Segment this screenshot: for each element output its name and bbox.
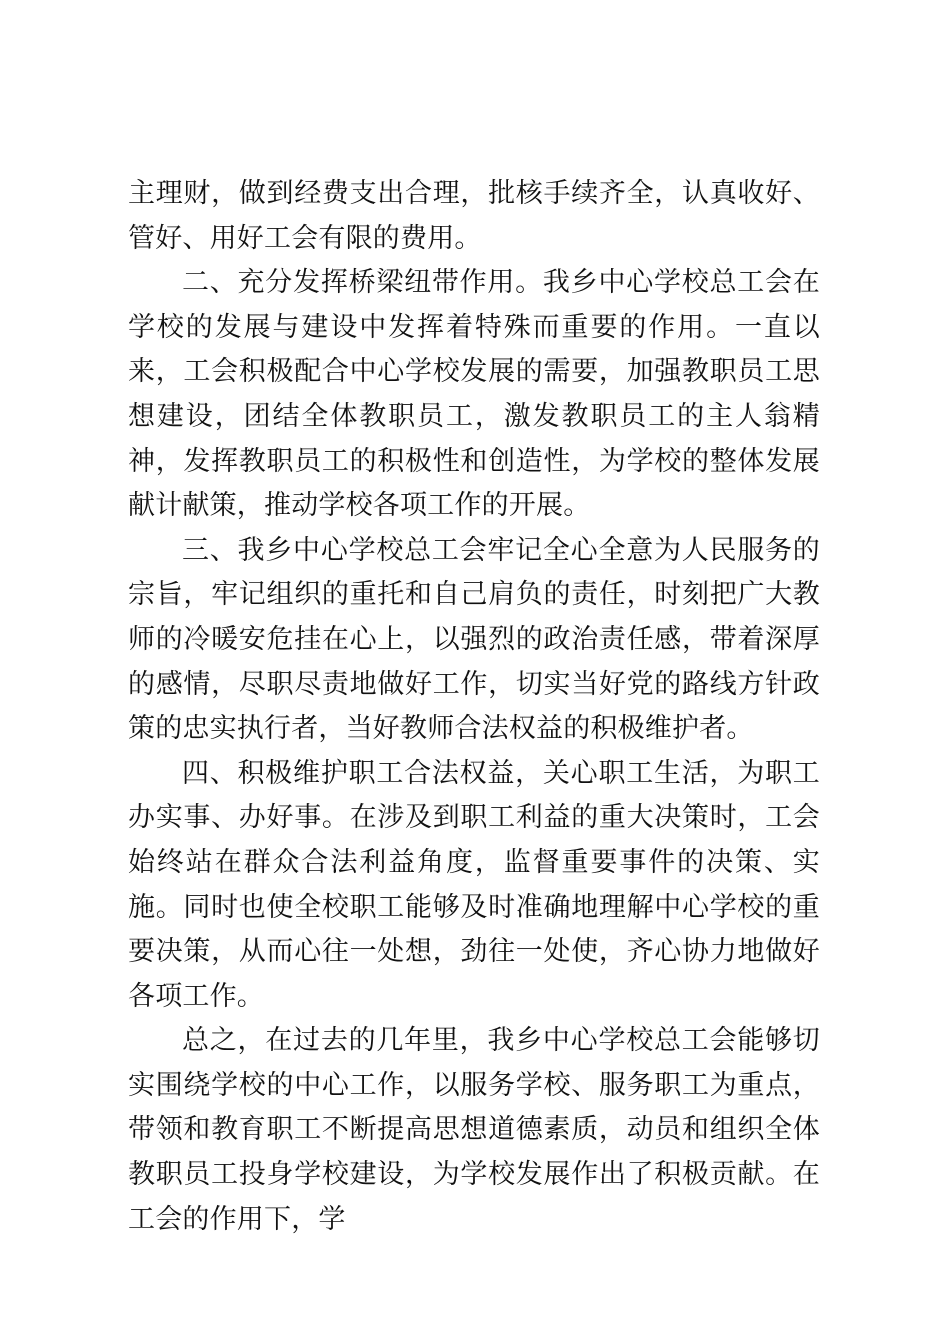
- paragraph-summary: 总之，在过去的几年里，我乡中心学校总工会能够切实围绕学校的中心工作，以服务学校、服务职工为重点，带领和教育职工不断提高思想道德素质，动员和组织全体教职员工投身学校建设，为学校发展作出了积极贡献。在工会的作用下，学: [128, 1025, 820, 1235]
- paragraph-bridge-role: 二、充分发挥桥梁纽带作用。我乡中心学校总工会在学校的发展与建设中发挥着特殊而重要的作用。一直以来，工会积极配合中心学校发展的需要，加强教职员工思想建设，团结全体教职员工，激发教职员工的主人翁精神，发挥教职员工的积极性和创造性，为学校的整体发展献计献策，推动学校各项工作的开展。: [128, 267, 820, 522]
- paragraph-worker-rights: 四、积极维护职工合法权益，关心职工生活，为职工办实事、办好事。在涉及到职工利益的重大决策时，工会始终站在群众合法利益角度，监督重要事件的决策、实施。同时也使全校职工能够及时准确地理解中心学校的重要决策，从而心往一处想，劲往一处使，齐心协力地做好各项工作。: [128, 757, 820, 1012]
- document-body: [128, 172, 820, 1242]
- paragraph-continuation: 主理财，做到经费支出合理，批核手续齐全，认真收好、管好、用好工会有限的费用。: [128, 178, 820, 254]
- paragraph-service-purpose: 三、我乡中心学校总工会牢记全心全意为人民服务的宗旨，牢记组织的重托和自己肩负的责任，时刻把广大教师的冷暖安危挂在心上，以强烈的政治责任感，带着深厚的感情，尽职尽责地做好工作，切实当好党的路线方针政策的忠实执行者，当好教师合法权益的积极维护者。: [128, 534, 820, 745]
